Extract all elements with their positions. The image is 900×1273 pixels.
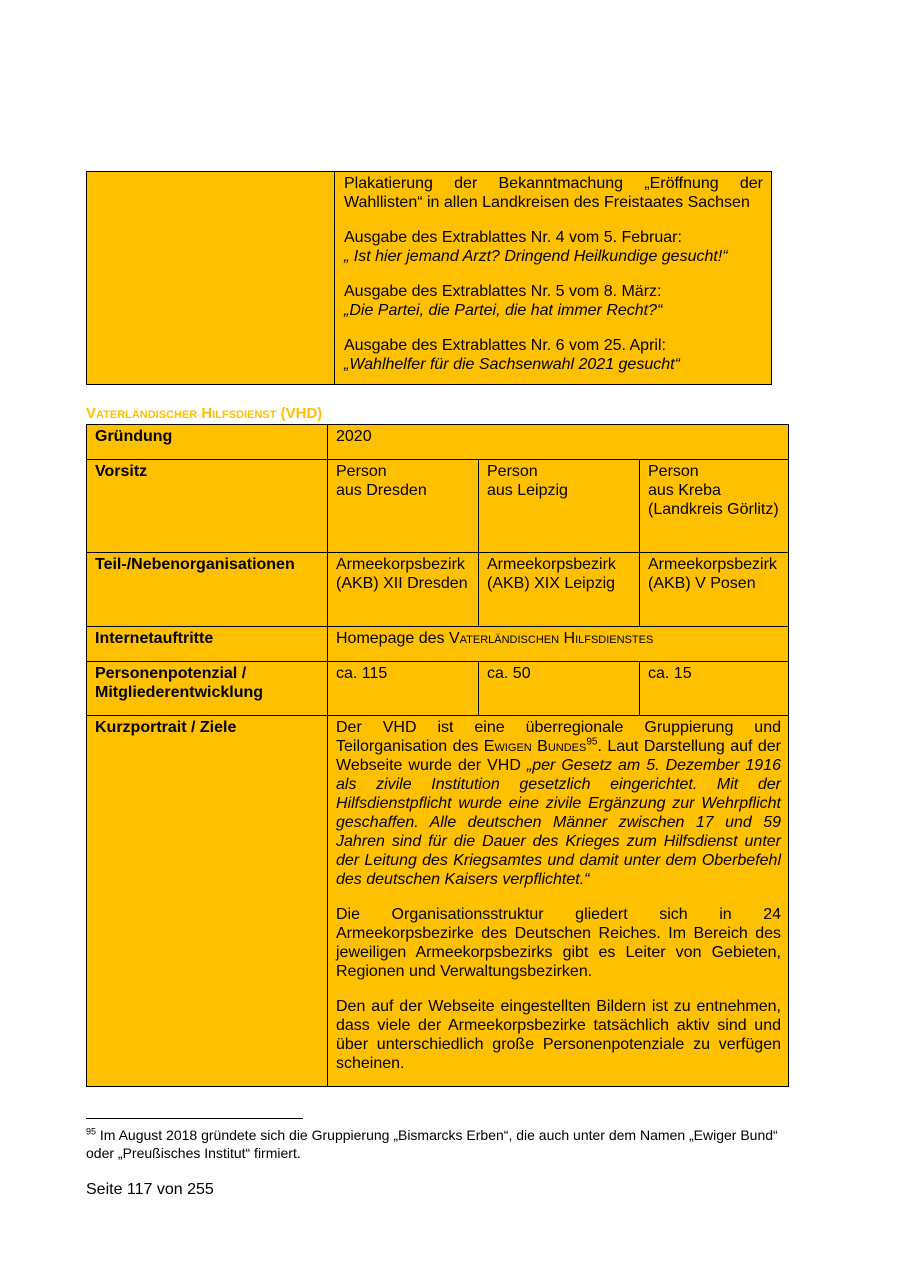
- event-block: [344, 174, 763, 212]
- vorsitz-line: aus Dresden: [336, 482, 427, 499]
- table-row: [87, 716, 789, 1087]
- row-value-internetauftritte: [328, 627, 789, 662]
- vorsitz-line: Person: [487, 463, 538, 480]
- vorsitz-line: Person: [336, 463, 387, 480]
- section-heading: Vaterländischer Hilfsdienst (VHD): [86, 405, 323, 422]
- row-label-kurzportrait: Kurzportrait / Ziele: [87, 716, 328, 1087]
- vhd-profile-table: [86, 424, 789, 1087]
- internet-prefix: Homepage des: [336, 630, 449, 647]
- table-row: [87, 172, 772, 385]
- kurzportrait-paragraph: Den auf der Webseite eingestellten Bildern ist zu entnehmen, dass viele der Armeekorpsbezirke tatsächlich aktiv sind und über unterschiedlich große Personenpotenziale zu verfügen scheinen.: [336, 998, 781, 1072]
- table-row: [87, 627, 789, 662]
- kurz-quote: „per Gesetz am 5. Dezember 1916 als zivile Institution gesetzlich eingerichtet. Mit der Hilfsdienstpflicht wurde eine zivile Ergänzung zur Wehrpflicht geschaffen. Alle deutschen Männer zwischen 17 und 59 Jahren sind für die Dauer des Krieges zum Hilfsdienst unter der Leitung des Kriegsamtes und damit unter dem Oberbefehl des deutschen Kaisers verpflichtet.“: [336, 757, 781, 888]
- kurz-text: Der VHD ist eine überregionale Gruppierung und Teilorganisation des: [336, 719, 781, 755]
- row-label-gruendung: Gründung: [87, 425, 328, 460]
- footnote-separator: [86, 1118, 303, 1119]
- row-label-teilorganisationen: Teil-/Nebenorganisationen: [87, 553, 328, 627]
- kurz-text: . Laut Darstellung auf der Webseite wurde der VHD: [336, 738, 781, 774]
- event-block: [344, 228, 763, 266]
- row-label-vorsitz: Vorsitz: [87, 460, 328, 553]
- table-row: [87, 425, 789, 460]
- event-block: [344, 282, 763, 320]
- row-label-internetauftritte: Internetauftritte: [87, 627, 328, 662]
- kurzportrait-paragraph: [336, 718, 781, 889]
- teilorganisation-cell: Armeekorpsbezirk (AKB) V Posen: [640, 553, 789, 627]
- event-text: Ausgabe des Extrablattes Nr. 4 vom 5. Februar:: [344, 229, 682, 246]
- internet-name: Vaterländischen Hilfsdienstes: [448, 630, 654, 647]
- table-cell-empty: [87, 172, 335, 385]
- event-block: [344, 336, 763, 374]
- event-text: Plakatierung der Bekanntmachung „Eröffnung der Wahllisten“ in allen Landkreisen des Freistaates Sachsen: [344, 175, 763, 211]
- event-quote: „Wahlhelfer für die Sachsenwahl 2021 gesucht“: [344, 356, 680, 373]
- table-row: [87, 553, 789, 627]
- personenpotenzial-cell: ca. 115: [328, 662, 479, 716]
- vorsitz-line: aus Kreba (Landkreis Görlitz): [648, 482, 779, 518]
- footnote: [86, 1126, 806, 1162]
- row-value-kurzportrait: [328, 716, 789, 1087]
- personenpotenzial-cell: ca. 15: [640, 662, 789, 716]
- row-label-personenpotenzial: Personenpotenzial / Mitgliederentwicklung: [87, 662, 328, 716]
- footnote-text: Im August 2018 gründete sich die Gruppierung „Bismarcks Erben“, die auch unter dem Namen „Ewiger Bund“ oder „Preußisches Institut“ firmiert.: [86, 1127, 778, 1161]
- footnote-ref[interactable]: 95: [586, 736, 598, 748]
- vorsitz-line: aus Leipzig: [487, 482, 568, 499]
- vorsitz-cell: [479, 460, 640, 553]
- page-number: Seite 117 von 255: [86, 1181, 214, 1198]
- vorsitz-line: Person: [648, 463, 699, 480]
- table-row: [87, 460, 789, 553]
- event-text: Ausgabe des Extrablattes Nr. 6 vom 25. April:: [344, 337, 666, 354]
- footnote-number: 95: [86, 1126, 97, 1137]
- table-continued: [86, 171, 772, 385]
- table-cell-events: [335, 172, 772, 385]
- event-quote: „Die Partei, die Partei, die hat immer Recht?“: [344, 302, 663, 319]
- vorsitz-cell: [640, 460, 789, 553]
- teilorganisation-cell: Armeekorpsbezirk (AKB) XII Dresden: [328, 553, 479, 627]
- kurz-org-name: Ewigen Bundes: [483, 738, 587, 755]
- vorsitz-cell: [328, 460, 479, 553]
- teilorganisation-cell: Armeekorpsbezirk (AKB) XIX Leipzig: [479, 553, 640, 627]
- event-quote: „ Ist hier jemand Arzt? Dringend Heilkundige gesucht!“: [344, 248, 728, 265]
- table-row: [87, 662, 789, 716]
- event-text: Ausgabe des Extrablattes Nr. 5 vom 8. März:: [344, 283, 662, 300]
- personenpotenzial-cell: ca. 50: [479, 662, 640, 716]
- row-value-gruendung: 2020: [328, 425, 789, 460]
- kurzportrait-paragraph: Die Organisationsstruktur gliedert sich in 24 Armeekorpsbezirke des Deutschen Reiches. Im Bereich des jeweiligen Armeekorpsbezirks gibt es Leiter von Gebieten, Regionen und Verwaltungsbezirken.: [336, 906, 781, 980]
